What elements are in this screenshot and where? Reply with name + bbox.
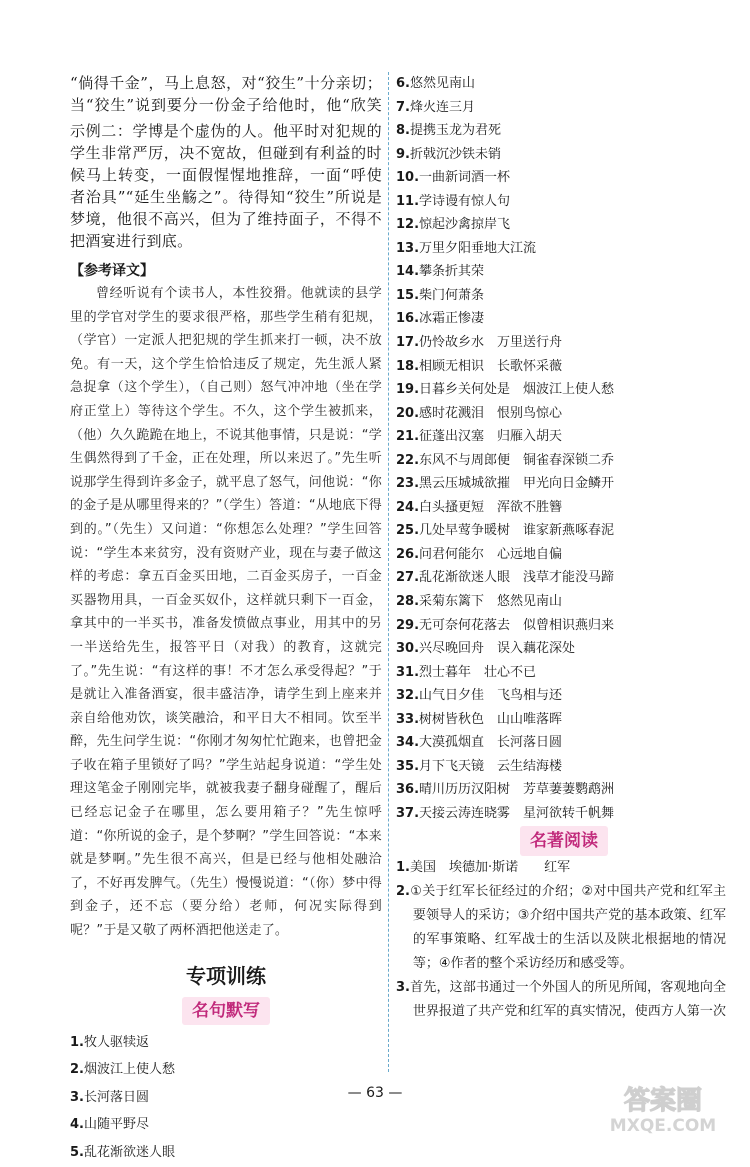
- right-column: [396, 72, 726, 1024]
- answer-item-text: 日暮乡关何处是 烟波江上使人愁: [419, 382, 615, 398]
- answer-item-text: 仍怜故乡水 万里送行舟: [419, 335, 563, 351]
- answer-item-text: 晴川历历汉阳树 芳草萋萋鹦鹉洲: [419, 782, 615, 798]
- famous-lines-subheading: [70, 997, 382, 1025]
- answer-item-number: 26.: [396, 546, 420, 562]
- answer-item-number: 2.: [70, 1062, 84, 1078]
- right-answer-list: [396, 72, 726, 826]
- answer-item-number: 24.: [396, 499, 420, 515]
- reading-answer-2-text: ①关于红军长征经过的介绍；②对中国共产党和红军主要领导人的采访；③介绍中国共产党的基本政策、红军的军事策略、红军战士的生活以及陕北根据地的情况等；④作者的整个采访经历和感受等。: [409, 883, 726, 971]
- answer-item-text: 长河落日圆: [83, 1089, 149, 1105]
- classic-reading-subheading: [396, 826, 726, 856]
- answer-item: [396, 637, 726, 661]
- answer-item-number: 12.: [396, 217, 420, 233]
- answer-item: [396, 566, 726, 590]
- answer-item: [396, 378, 726, 402]
- reading-answer-3-num: 3.: [396, 979, 410, 995]
- answer-item: [396, 543, 726, 567]
- example-one-text: “倘得千金”，马上息怒，对“狡生”十分亲切；当“狡生”说到要分一份金子给他时，他“欣笑: [70, 74, 382, 114]
- answer-item: [70, 1029, 382, 1057]
- answer-item-text: 相顾无相识 长歌怀采薇: [419, 358, 563, 374]
- answer-item: [396, 661, 726, 685]
- answer-item-number: 28.: [396, 594, 420, 610]
- answer-item: [396, 402, 726, 426]
- answer-item: [396, 96, 726, 120]
- answer-item-text: 一曲新词酒一杯: [419, 170, 511, 186]
- answer-item-text: 征蓬出汉塞 归雁入胡天: [419, 429, 563, 445]
- answer-item: [70, 1139, 382, 1167]
- answer-item-number: 9.: [396, 146, 410, 162]
- answer-item-number: 11.: [396, 193, 420, 209]
- answer-item: [396, 778, 726, 802]
- answer-item-number: 34.: [396, 735, 420, 751]
- answer-item-text: 柴门何萧条: [419, 287, 485, 303]
- reading-answer-1-text: 美国 埃德加·斯诺 红军: [409, 859, 571, 875]
- answer-item-number: 14.: [396, 264, 420, 280]
- answer-item-text: 攀条折其荣: [419, 264, 485, 280]
- answer-item-number: 19.: [396, 382, 420, 398]
- reading-answer-2: [396, 880, 726, 976]
- answer-item-number: 18.: [396, 358, 420, 374]
- answer-item-text: 兴尽晚回舟 误入藕花深处: [419, 641, 576, 657]
- answer-item: [70, 1056, 382, 1084]
- answer-item: [396, 684, 726, 708]
- answer-item-number: 29.: [396, 617, 420, 633]
- answer-item-text: 山气日夕佳 飞鸟相与还: [419, 688, 563, 704]
- answer-item-text: 烽火连三月: [409, 99, 475, 115]
- section-title: 专项训练: [186, 963, 266, 988]
- answer-item-number: 25.: [396, 523, 420, 539]
- answer-item-number: 30.: [396, 641, 420, 657]
- answer-item-number: 31.: [396, 664, 420, 680]
- answer-item-number: 10.: [396, 170, 420, 186]
- answer-item-text: 牧人驱犊返: [83, 1034, 149, 1050]
- left-column: [70, 72, 382, 1167]
- answer-item-text: 烟波江上使人愁: [83, 1062, 175, 1078]
- answer-item-number: 6.: [396, 76, 410, 91]
- answer-item-number: 4.: [70, 1117, 84, 1133]
- answer-item: [396, 590, 726, 614]
- answer-item-number: 37.: [396, 805, 420, 821]
- answer-item-number: 35.: [396, 758, 420, 774]
- answer-item-number: 23.: [396, 476, 420, 492]
- answer-item: [396, 237, 726, 261]
- watermark-line-2: MXQE.COM: [609, 1116, 717, 1136]
- answer-item: [396, 614, 726, 638]
- answer-item: [396, 496, 726, 520]
- reading-answer-1: [396, 856, 726, 880]
- answer-item-number: 21.: [396, 429, 420, 445]
- answer-item-text: 问君何能尔 心远地自偏: [419, 546, 563, 562]
- answer-item-text: 烈士暮年 壮心不已: [419, 664, 537, 680]
- answer-item-number: 15.: [396, 287, 420, 303]
- reading-answer-1-num: 1.: [396, 859, 410, 875]
- answer-item-number: 32.: [396, 688, 420, 704]
- answer-item-text: 黑云压城城欲摧 甲光向日金鳞开: [419, 476, 615, 492]
- reading-answer-3-text: 首先，这部书通过一个外国人的所见所闻，客观地向全世界报道了共产党和红军的真实情况，使西方人第一次: [409, 979, 726, 1019]
- example-two-text: 示例二：学博是个虚伪的人。他平时对犯规的学生非常严厉，决不宽故，但碰到有利益的时候马上转变，一面假惺惺地推辞，一面“呼使者治具”“延生坐觞之”。待得知“狡生”所说是梦境，他很不高兴，但为了维持面子，不得不把酒宴进行到底。: [70, 122, 382, 250]
- answer-item-number: 13.: [396, 240, 420, 256]
- answer-item-text: 提携玉龙为君死: [409, 123, 501, 139]
- answer-item: [396, 307, 726, 331]
- answer-item-text: 无可奈何花落去 似曾相识燕归来: [419, 617, 615, 633]
- answer-item: [396, 472, 726, 496]
- answer-item-text: 万里夕阳垂地大江流: [419, 240, 537, 256]
- answer-item-number: 27.: [396, 570, 420, 586]
- answer-item: [396, 355, 726, 379]
- answer-item-text: 乱花渐欲迷人眼: [83, 1145, 175, 1160]
- answer-item: [396, 166, 726, 190]
- answer-item: [396, 425, 726, 449]
- classic-reading-subheading-label: 名著阅读: [520, 826, 608, 856]
- answer-item-number: 7.: [396, 99, 410, 115]
- answer-item: [396, 708, 726, 732]
- column-divider: [388, 72, 389, 1072]
- answer-item-text: 悠然见南山: [409, 76, 475, 91]
- answer-item-text: 天接云涛连晓雾 星河欲转千帆舞: [419, 805, 615, 821]
- answer-item: [396, 190, 726, 214]
- answer-item-number: 36.: [396, 782, 420, 798]
- answer-item-number: 5.: [70, 1145, 84, 1160]
- answer-item-number: 20.: [396, 405, 420, 421]
- answer-item-number: 3.: [70, 1089, 84, 1105]
- answer-item: [396, 260, 726, 284]
- answer-item-number: 17.: [396, 335, 420, 351]
- answer-item-text: 白头搔更短 浑欲不胜簪: [419, 499, 563, 515]
- answer-item: [396, 284, 726, 308]
- watermark-logo: [588, 1077, 738, 1137]
- answer-item-text: 大漠孤烟直 长河落日圆: [419, 735, 563, 751]
- answer-item: [396, 72, 726, 96]
- answer-item-text: 学诗谩有惊人句: [419, 193, 511, 209]
- reference-translation-heading: 【参考译文】: [70, 263, 154, 279]
- watermark-line-1: 答案圈: [623, 1086, 703, 1116]
- answer-item-text: 山随平野尽: [83, 1117, 149, 1133]
- answer-item-text: 冰霜正惨凄: [419, 311, 485, 327]
- reading-answer-3: [396, 976, 726, 1024]
- answer-item-text: 乱花渐欲迷人眼 浅草才能没马蹄: [419, 570, 615, 586]
- answer-item-text: 树树皆秋色 山山唯落晖: [419, 711, 563, 727]
- answer-item: [396, 449, 726, 473]
- answer-item-text: 感时花溅泪 恨别鸟惊心: [419, 405, 563, 421]
- answer-item: [396, 802, 726, 826]
- answer-item: [396, 119, 726, 143]
- reading-answer-2-num: 2.: [396, 883, 410, 899]
- answer-item-text: 惊起沙禽掠岸飞: [419, 217, 511, 233]
- answer-item-text: 几处早莺争暖树 谁家新燕啄春泥: [419, 523, 615, 539]
- answer-item-text: 月下飞天镜 云生结海楼: [419, 758, 563, 774]
- answer-item-number: 33.: [396, 711, 420, 727]
- answer-item-text: 东风不与周郎便 铜雀春深锁二乔: [419, 452, 615, 468]
- answer-item: [70, 1111, 382, 1139]
- answer-item-text: 采菊东篱下 悠然见南山: [419, 594, 563, 610]
- answer-item: [396, 731, 726, 755]
- famous-lines-subheading-label: 名句默写: [182, 997, 270, 1025]
- page-number: — 63 —: [347, 1085, 403, 1101]
- answer-item-number: 1.: [70, 1034, 84, 1050]
- answer-item-text: 折戟沉沙铁未销: [409, 146, 501, 162]
- reference-translation-text: 曾经听说有个读书人，本性狡猾。他就读的县学里的学官对学生的要求很严格，那些学生稍有犯规，（学官）一定派人把犯规的学生抓来打一顿，决不放免。有一天，这个学生恰恰违反了规定，先生派人紧急捉拿（这个学生），（自己则）怒气冲冲地（坐在学府正堂上）等待这个学生。不久，这个学生被抓来，（他）久久跪跪在地上，不说其他事情，只是说：“学生偶然得到了千金，正在处理，所以来迟了。”先生听说那学生得到许多金子，就平息了怒气，问他说：“你的金子是从哪里得来的？”（学生）答道：“从地底下得到的。”（先生）又问道：“你想怎么处理？”学生回答说：“学生本来贫穷，没有资财产业，现在与妻子做这样的考虑：拿五百金买田地，二百金买房子，一百金买器物用具，一百金买奴仆，这样就只剩下一百金，拿其中的一半买书，准备发愤做点事业，用其中的另一半送给先生，报答平日（对我）的教育，这就完了。”先生说：“有这样的事！不才怎么承受得起？”于是就让入准备酒宴，很丰盛洁净，请学生到上座来并亲自给他劝饮，谈笑融洽，和平日大不相同。饮至半醉，先生问学生说：“你刚才匆匆忙忙跑来，也曾把金子收在箱子里锁好了吗？”学生站起身说道：“学生处理这笔金子刚刚完毕，就被我妻子翻身碰醒了，醒后已经忘记金子在哪里，怎么要用箱子？”先生惊呼道：“你所说的金子，是个梦啊？”学生回答说：“本来就是梦啊。”先生很不高兴，但是已经与他相处融洽了，不好再发脾气。（先生）慢慢说道：“（你）梦中得到金子，还不忘（要分给）老师，何况实际得到呢？”于是又敬了两杯酒把他送走了。: [70, 286, 382, 939]
- answer-item: [396, 213, 726, 237]
- answer-item: [396, 143, 726, 167]
- answer-item-number: 22.: [396, 452, 420, 468]
- answer-item-number: 8.: [396, 123, 410, 139]
- answer-item: [396, 331, 726, 355]
- answer-item: [396, 519, 726, 543]
- answer-item-number: 16.: [396, 311, 420, 327]
- answer-item: [396, 755, 726, 779]
